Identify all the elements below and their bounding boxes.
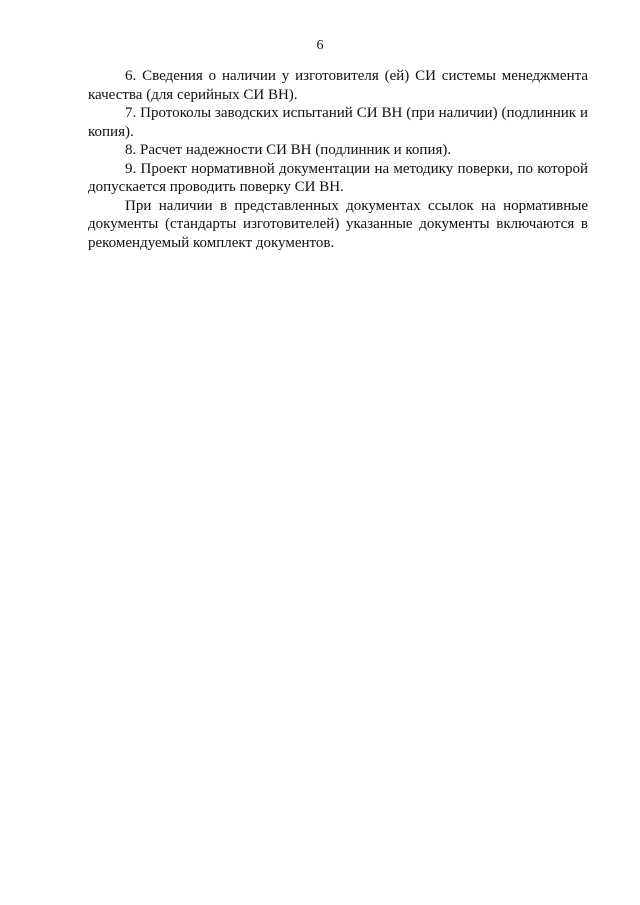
document-body xyxy=(88,67,588,252)
page-number: 6 xyxy=(316,38,324,53)
paragraph-reference-note: При наличии в представленных документах ссылок на нормативные документы (стандарты изготовителей) указанные документы включаются в рекомендуемый комплект документов. xyxy=(88,197,588,251)
paragraph-item-9: 9. Проект нормативной документации на методику поверки, по которой допускается проводить поверку СИ ВН. xyxy=(88,160,588,195)
paragraph-item-7: 7. Протоколы заводских испытаний СИ ВН (при наличии) (подлинник и копия). xyxy=(88,105,588,140)
paragraph-item-8: 8. Расчет надежности СИ ВН (подлинник и копия). xyxy=(125,142,452,158)
paragraph-item-6: 6. Сведения о наличии у изготовителя (ей) СИ системы менеджмента качества (для серийных СИ ВН). xyxy=(88,68,588,103)
